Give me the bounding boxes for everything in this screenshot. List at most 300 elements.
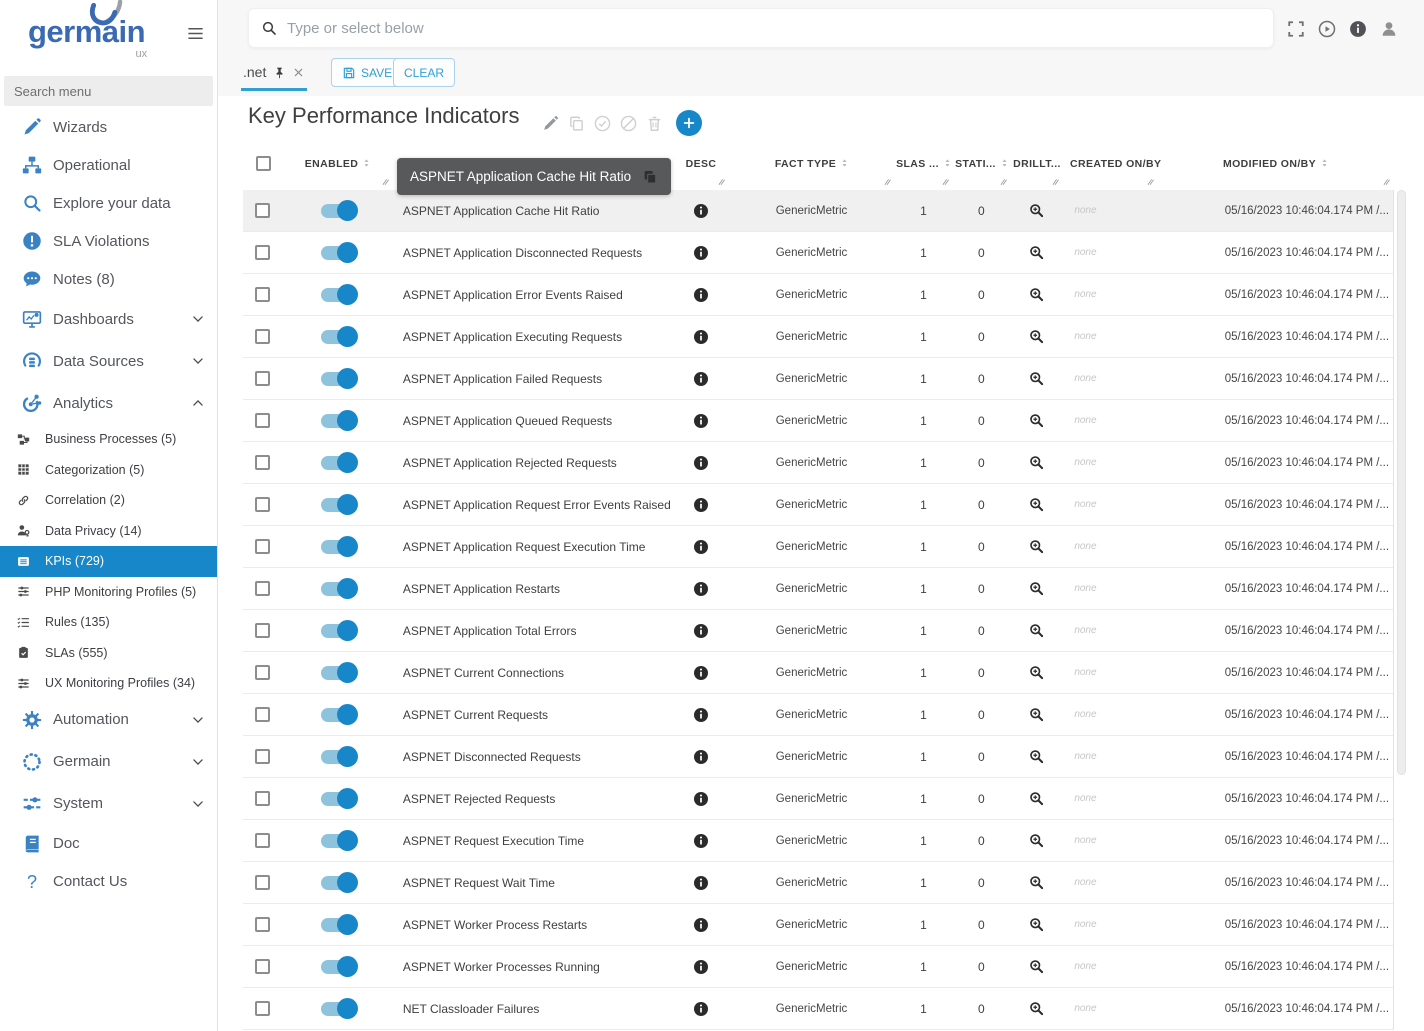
created-on-by: none [1074,541,1097,552]
info-filled-icon[interactable] [693,917,709,933]
info-filled-icon[interactable] [693,203,709,219]
global-search-input[interactable] [248,8,1274,48]
created-on-by: none [1074,457,1097,468]
top-right-toolbar [1287,20,1398,38]
toggle-knob [337,536,358,557]
info-filled-icon[interactable] [693,287,709,303]
table-row[interactable] [243,820,1393,862]
clear-button[interactable] [393,58,455,87]
zoom-in-icon[interactable] [1029,1001,1044,1016]
slas-count: 1 [920,1001,927,1016]
enabled-toggle[interactable] [321,498,355,512]
kpi-name[interactable]: ASPNET Rejected Requests [402,791,556,806]
toggle-knob [337,242,358,263]
info-filled-icon[interactable] [693,539,709,555]
table-row[interactable] [243,904,1393,946]
system-sliders-icon [22,794,42,814]
chevron-down-icon [191,755,205,769]
search-icon [22,193,42,213]
column-resize-handle[interactable] [1381,176,1391,186]
sidebar-item-operational[interactable] [0,146,217,184]
row-checkbox[interactable] [255,287,270,302]
modified-on-by: 05/16/2023 10:46:04.174 PM /... [1224,498,1390,511]
stati-count: 0 [978,707,985,722]
enabled-toggle[interactable] [321,960,355,974]
row-checkbox[interactable] [255,707,270,722]
modified-on-by: 05/16/2023 10:46:04.174 PM /... [1224,330,1390,343]
check-circle-icon[interactable] [594,115,611,132]
kpi-name[interactable]: ASPNET Application Executing Requests [402,329,623,344]
active-tab-underline [241,88,307,91]
sidebar-item-analytics[interactable] [0,382,217,424]
sidebar-item-label: System [53,795,104,812]
row-checkbox[interactable] [255,371,270,386]
enabled-toggle[interactable] [321,540,355,554]
book-icon [22,834,42,854]
table-row[interactable] [243,736,1393,778]
stati-count: 0 [978,665,985,680]
zoom-in-icon[interactable] [1029,245,1044,260]
info-filled-icon[interactable] [693,665,709,681]
trash-icon[interactable] [646,115,663,132]
toggle-knob [337,410,358,431]
created-on-by: none [1074,919,1097,930]
fact-type: GenericMetric [775,750,848,763]
modified-on-by: 05/16/2023 10:46:04.174 PM /... [1224,372,1390,385]
slas-count: 1 [920,917,927,932]
table-row[interactable] [243,484,1393,526]
table-row[interactable] [243,610,1393,652]
sidebar-item-label: Data Privacy (14) [45,523,142,538]
slas-count: 1 [920,665,927,680]
kpi-name[interactable]: ASPNET Application Restarts [402,581,561,596]
info-filled-icon[interactable] [693,329,709,345]
scrollbar-thumb[interactable] [1397,190,1406,775]
fact-type: GenericMetric [775,876,848,889]
sidebar-item-business-processes-5[interactable] [0,424,217,455]
hamburger-menu-icon[interactable] [186,24,205,43]
column-header-desc[interactable] [673,145,729,190]
info-filled-icon[interactable] [693,959,709,975]
enabled-toggle[interactable] [321,1002,355,1016]
row-checkbox[interactable] [255,539,270,554]
zoom-in-icon[interactable] [1029,623,1044,638]
zoom-in-icon[interactable] [1029,749,1044,764]
sidebar-item-explore-your-data[interactable] [0,184,217,222]
sidebar-item-label: SLAs (555) [45,645,108,660]
enabled-toggle[interactable] [321,918,355,932]
info-filled-icon[interactable] [693,1001,709,1017]
slas-count: 1 [920,833,927,848]
clear-label: CLEAR [404,65,445,80]
column-header-modified-on-by[interactable] [1158,145,1394,190]
fact-type: GenericMetric [775,414,848,427]
modified-on-by: 05/16/2023 10:46:04.174 PM /... [1224,918,1390,931]
sort-icon [1320,157,1329,169]
stati-count: 0 [978,329,985,344]
enabled-toggle[interactable] [321,876,355,890]
filter-tab-label: .net [243,64,267,80]
sidebar-item-contact-us[interactable] [0,863,217,901]
info-filled-icon[interactable] [693,455,709,471]
slas-count: 1 [920,959,927,974]
info-filled-icon[interactable] [693,875,709,891]
table-row[interactable] [243,232,1393,274]
zoom-in-icon[interactable] [1029,833,1044,848]
zoom-in-icon[interactable] [1029,707,1044,722]
block-icon[interactable] [620,115,637,132]
slas-count: 1 [920,203,927,218]
sidebar-item-doc[interactable] [0,825,217,863]
sidebar-item-kpis-729[interactable] [0,546,217,577]
kpi-name[interactable]: ASPNET Application Total Errors [402,623,577,638]
zoom-in-icon[interactable] [1029,539,1044,554]
table-row[interactable] [243,652,1393,694]
zoom-in-icon[interactable] [1029,371,1044,386]
stati-count: 0 [978,833,985,848]
created-on-by: none [1074,625,1097,636]
column-resize-handle[interactable] [998,176,1008,186]
info-filled-icon[interactable] [693,623,709,639]
kpi-name[interactable]: ASPNET Application Rejected Requests [402,455,617,470]
table-row[interactable] [243,694,1393,736]
kpi-name[interactable]: ASPNET Disconnected Requests [402,749,581,764]
enabled-toggle[interactable] [321,750,355,764]
sidebar-item-label: Operational [53,156,131,174]
kpi-name[interactable]: ASPNET Application Request Execution Time [402,539,646,554]
sort-icon [840,157,849,169]
kpi-table [243,190,1394,1030]
zoom-in-icon[interactable] [1029,413,1044,428]
row-checkbox[interactable] [255,917,270,932]
row-checkbox[interactable] [255,413,270,428]
kpi-name[interactable]: ASPNET Application Request Error Events Raised [402,497,671,512]
column-resize-handle[interactable] [380,176,390,186]
zoom-in-icon[interactable] [1029,581,1044,596]
sidebar-item-label: Rules (135) [45,615,110,630]
edit-icon[interactable] [542,115,559,132]
copy-icon[interactable] [568,115,585,132]
global-search-placeholder: Type or select below [287,19,424,37]
sidebar-search-placeholder: Search menu [14,83,92,99]
info-filled-icon[interactable] [693,791,709,807]
enabled-toggle[interactable] [321,414,355,428]
column-header-slas[interactable] [895,145,953,190]
enabled-toggle[interactable] [321,330,355,344]
fact-type: GenericMetric [775,918,848,931]
stati-count: 0 [978,455,985,470]
kpi-name[interactable]: ASPNET Application Error Events Raised [402,287,623,302]
kpi-name[interactable]: ASPNET Application Failed Requests [402,371,603,386]
analytics-nodes-icon [22,393,42,413]
sitemap-icon [22,155,42,175]
kpi-name[interactable]: ASPNET Application Disconnected Requests [402,245,643,260]
tooltip-text: ASPNET Application Cache Hit Ratio [410,169,632,184]
row-checkbox[interactable] [255,203,270,218]
enabled-toggle[interactable] [321,708,355,722]
fact-type: GenericMetric [775,540,848,553]
slas-count: 1 [920,329,927,344]
zoom-in-icon[interactable] [1029,497,1044,512]
fact-type: GenericMetric [775,1002,848,1015]
enabled-toggle[interactable] [321,624,355,638]
sidebar-item-php-monitoring-profiles-5[interactable] [0,577,217,608]
modified-on-by: 05/16/2023 10:46:04.174 PM /... [1224,582,1390,595]
sidebar-item-categorization-5[interactable] [0,455,217,486]
fact-type: GenericMetric [775,288,848,301]
sidebar-item-data-privacy-14[interactable] [0,516,217,547]
zoom-in-icon[interactable] [1029,875,1044,890]
germain-logo[interactable] [28,14,148,60]
enabled-toggle[interactable] [321,204,355,218]
table-row[interactable] [243,946,1393,988]
row-checkbox[interactable] [255,833,270,848]
sidebar-search-input[interactable] [4,76,213,106]
kpi-name[interactable]: ASPNET Request Wait Time [402,875,555,890]
brand-name: germain [28,14,146,49]
info-filled-icon[interactable] [693,413,709,429]
fact-type: GenericMetric [775,456,848,469]
column-header-label: DRILLT... [1013,158,1061,170]
save-label: SAVE [361,65,393,80]
toggle-knob [337,284,358,305]
zoom-in-icon[interactable] [1029,917,1044,932]
sort-icon [1000,157,1009,169]
modified-on-by: 05/16/2023 10:46:04.174 PM /... [1224,414,1390,427]
sidebar-item-dashboards[interactable] [0,298,217,340]
row-checkbox[interactable] [255,1001,270,1016]
slas-count: 1 [920,581,927,596]
enabled-toggle[interactable] [321,582,355,596]
kpi-name[interactable]: ASPNET Current Connections [402,665,565,680]
info-filled-icon[interactable] [693,833,709,849]
toggle-knob [337,200,358,221]
column-header-created-on-by[interactable] [1063,145,1162,190]
info-filled-icon[interactable] [693,497,709,513]
table-row[interactable] [243,862,1393,904]
info-filled-icon[interactable] [693,707,709,723]
toggle-knob [337,452,358,473]
sidebar-item-label: Notes (8) [53,270,115,288]
link-icon [17,494,30,507]
modified-on-by: 05/16/2023 10:46:04.174 PM /... [1224,624,1390,637]
column-resize-handle[interactable] [882,176,892,186]
column-resize-handle[interactable] [940,176,950,186]
fact-type: GenericMetric [775,708,848,721]
zoom-in-icon[interactable] [1029,959,1044,974]
user-key-icon [17,524,30,537]
toggle-knob [337,368,358,389]
chevron-down-icon [191,354,205,368]
play-circle-icon[interactable] [1318,20,1336,38]
pin-icon[interactable] [273,66,286,79]
column-header-label: FACT TYPE [774,158,837,170]
sidebar-item-rules-135[interactable] [0,607,217,638]
info-filled-icon[interactable] [693,749,709,765]
sliders-icon [17,677,30,690]
sidebar-item-notes-8[interactable] [0,260,217,298]
modified-on-by: 05/16/2023 10:46:04.174 PM /... [1224,246,1390,259]
column-resize-handle[interactable] [716,176,726,186]
sidebar-item-sla-violations[interactable] [0,222,217,260]
row-checkbox[interactable] [255,875,270,890]
created-on-by: none [1074,583,1097,594]
enabled-toggle[interactable] [321,834,355,848]
info-circle-icon[interactable] [1349,20,1367,38]
modified-on-by: 05/16/2023 10:46:04.174 PM /... [1224,288,1390,301]
stati-count: 0 [978,623,985,638]
row-checkbox[interactable] [255,749,270,764]
slas-count: 1 [920,497,927,512]
kpi-name[interactable]: ASPNET Worker Process Restarts [402,917,588,932]
info-filled-icon[interactable] [693,371,709,387]
enabled-toggle[interactable] [321,456,355,470]
created-on-by: none [1074,289,1097,300]
kpi-name[interactable]: ASPNET Current Requests [402,707,549,722]
sidebar-item-wizards[interactable] [0,108,217,146]
alert-circle-icon [22,231,42,251]
modified-on-by: 05/16/2023 10:46:04.174 PM /... [1224,204,1390,217]
fullscreen-icon[interactable] [1287,20,1305,38]
modified-on-by: 05/16/2023 10:46:04.174 PM /... [1224,540,1390,553]
zoom-in-icon[interactable] [1029,455,1044,470]
sidebar-item-data-sources[interactable] [0,340,217,382]
created-on-by: none [1074,961,1097,972]
zoom-in-icon[interactable] [1029,665,1044,680]
chevron-up-icon [191,396,205,410]
fact-type: GenericMetric [775,246,848,259]
zoom-in-icon[interactable] [1029,203,1044,218]
stati-count: 0 [978,749,985,764]
enabled-toggle[interactable] [321,372,355,386]
toggle-knob [337,620,358,641]
kpi-name[interactable]: ASPNET Application Cache Hit Ratio [402,203,600,218]
created-on-by: none [1074,499,1097,510]
toggle-knob [337,704,358,725]
sidebar-item-slas-555[interactable] [0,638,217,669]
table-row[interactable] [243,400,1393,442]
stati-count: 0 [978,413,985,428]
created-on-by: none [1074,667,1097,678]
info-filled-icon[interactable] [693,581,709,597]
copy-name-icon[interactable] [642,169,658,185]
sidebar-item-label: Explore your data [53,194,171,212]
row-checkbox[interactable] [255,623,270,638]
zoom-in-icon[interactable] [1029,287,1044,302]
table-row[interactable] [243,568,1393,610]
column-header-label: CREATED ON/BY [1070,158,1162,170]
sidebar-item-automation[interactable] [0,699,217,741]
kpi-name[interactable]: ASPNET Application Queued Requests [402,413,613,428]
column-header-drillt[interactable] [1011,145,1063,190]
row-checkbox[interactable] [255,791,270,806]
kpi-name[interactable]: NET Classloader Failures [402,1001,540,1016]
column-resize-handle[interactable] [1145,176,1155,186]
column-header-stati[interactable] [953,145,1011,190]
chevron-down-icon [191,797,205,811]
stati-count: 0 [978,203,985,218]
column-resize-handle[interactable] [1050,176,1060,186]
fact-type: GenericMetric [775,498,848,511]
created-on-by: none [1074,877,1097,888]
slas-count: 1 [920,287,927,302]
sidebar-item-ux-monitoring-profiles-34[interactable] [0,668,217,699]
kpi-name[interactable]: ASPNET Request Execution Time [402,833,585,848]
fact-type: GenericMetric [775,204,848,217]
table-row[interactable] [243,274,1393,316]
modified-on-by: 05/16/2023 10:46:04.174 PM /... [1224,666,1390,679]
sidebar-item-correlation-2[interactable] [0,485,217,516]
row-checkbox[interactable] [255,959,270,974]
sort-icon [362,157,371,169]
add-kpi-button[interactable] [676,110,702,136]
enabled-toggle[interactable] [321,246,355,260]
close-icon[interactable] [293,67,304,78]
toggle-knob [337,662,358,683]
stati-count: 0 [978,917,985,932]
user-icon[interactable] [1380,20,1398,38]
table-row[interactable] [243,316,1393,358]
table-row[interactable] [243,778,1393,820]
zoom-in-icon[interactable] [1029,329,1044,344]
name-tooltip [397,158,671,195]
row-checkbox[interactable] [255,581,270,596]
slas-count: 1 [920,539,927,554]
sidebar-item-label: Dashboards [53,310,134,328]
logo-swoosh-icon [84,0,128,30]
row-checkbox[interactable] [255,455,270,470]
filter-tab-net[interactable] [243,58,304,86]
column-header-enabled[interactable] [283,145,393,190]
table-row[interactable] [243,988,1393,1030]
row-checkbox[interactable] [255,329,270,344]
enabled-toggle[interactable] [321,792,355,806]
fact-type: GenericMetric [775,666,848,679]
sidebar-item-label: Doc [53,835,80,852]
database-icon [22,351,42,371]
zoom-in-icon[interactable] [1029,791,1044,806]
question-icon [22,872,42,892]
column-header-label: STATI... [955,158,996,170]
row-checkbox[interactable] [255,245,270,260]
slas-count: 1 [920,371,927,386]
table-row[interactable] [243,526,1393,568]
select-all-checkbox[interactable] [256,156,271,171]
created-on-by: none [1074,1003,1097,1014]
table-row[interactable] [243,190,1393,232]
sliders-icon [17,585,30,598]
modified-on-by: 05/16/2023 10:46:04.174 PM /... [1224,456,1390,469]
table-row[interactable] [243,358,1393,400]
sidebar-item-system[interactable] [0,783,217,825]
info-filled-icon[interactable] [693,245,709,261]
enabled-toggle[interactable] [321,666,355,680]
row-checkbox[interactable] [255,497,270,512]
column-header-fact-type[interactable] [729,145,895,190]
row-checkbox[interactable] [255,665,270,680]
kpi-name[interactable]: ASPNET Worker Processes Running [402,959,600,974]
svg-text:?: ? [26,871,38,892]
sidebar-item-germain[interactable] [0,741,217,783]
fact-type: GenericMetric [775,834,848,847]
column-header-label: SLAS ... [896,158,939,170]
slas-count: 1 [920,791,927,806]
enabled-toggle[interactable] [321,288,355,302]
created-on-by: none [1074,331,1097,342]
table-row[interactable] [243,442,1393,484]
modified-on-by: 05/16/2023 10:46:04.174 PM /... [1224,876,1390,889]
created-on-by: none [1074,793,1097,804]
